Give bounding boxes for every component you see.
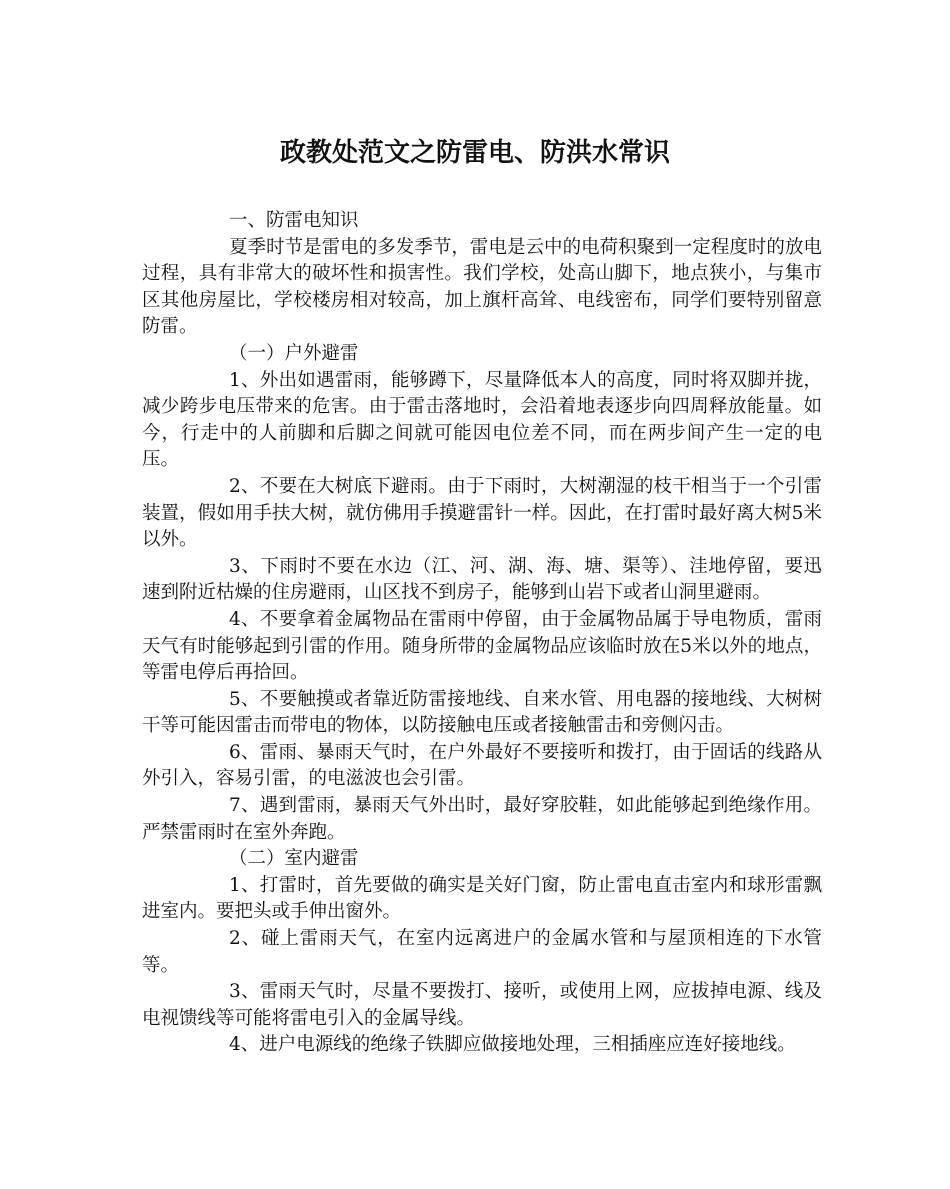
body-paragraph: 夏季时节是雷电的多发季节，雷电是云中的电荷积聚到一定程度时的放电过程，具有非常大的破坏性和损害性。我们学校，处高山脚下，地点狭小，与集市区其他房屋比，学校楼房相对较高，加上旗杆高耸、电线密布，同学们要特别留意防雷。 bbox=[142, 236, 822, 338]
body-paragraph: 1、外出如遇雷雨，能够蹲下，尽量降低本人的高度，同时将双脚并拢，减少跨步电压带来的危害。由于雷击落地时，会沿着地表逐步向四周释放能量。如今，行走中的人前脚和后脚之间就可能因电位差不同，而在两步间产生一定的电压。 bbox=[142, 369, 822, 471]
document-body bbox=[142, 208, 822, 1059]
body-paragraph: 3、雷雨天气时，尽量不要拨打、接听，或使用上网，应拔掉电源、线及电视馈线等可能将雷电引入的金属导线。 bbox=[142, 981, 822, 1029]
body-paragraph: 3、下雨时不要在水边（江、河、湖、海、塘、渠等）、洼地停留，要迅速到附近枯燥的住房避雨，山区找不到房子，能够到山岩下或者山洞里避雨。 bbox=[142, 555, 822, 604]
body-paragraph: 4、不要拿着金属物品在雷雨中停留，由于金属物品属于导电物质，雷雨天气有时能够起到引雷的作用。随身所带的金属物品应该临时放在5米以外的地点，等雷电停后再拾回。 bbox=[142, 608, 822, 684]
section-heading: 一、防雷电知识 bbox=[229, 210, 359, 231]
document-title: 政教处范文之防雷电、防洪水常识 bbox=[279, 138, 670, 168]
section-heading: （二）室内避雷 bbox=[229, 848, 359, 870]
body-paragraph: 6、雷雨、暴雨天气时，在户外最好不要接听和拨打，由于固话的线路从外引入，容易引雷，的电滋波也会引雷。 bbox=[142, 741, 822, 790]
body-paragraph: 2、碰上雷雨天气，在室内远离进户的金属水管和与屋顶相连的下水管等。 bbox=[142, 928, 822, 976]
body-paragraph: 5、不要触摸或者靠近防雷接地线、自来水管、用电器的接地线、大树树干等可能因雷击而带电的物体，以防接触电压或者接触雷击和旁侧闪击。 bbox=[142, 688, 822, 737]
body-paragraph: 7、遇到雷雨，暴雨天气外出时，最好穿胶鞋，如此能够起到绝缘作用。严禁雷雨时在室外奔跑。 bbox=[142, 795, 822, 843]
section-heading: （一）户外避雷 bbox=[229, 342, 359, 364]
body-paragraph: 4、进户电源线的绝缘子铁脚应做接地处理，三相插座应连好接地线。 bbox=[229, 1034, 796, 1056]
body-paragraph: 2、不要在大树底下避雨。由于下雨时，大树潮湿的枝干相当于一个引雷装置，假如用手扶大树，就仿佛用手摸避雷针一样。因此，在打雷时最好离大树5米以外。 bbox=[142, 475, 822, 551]
body-paragraph: 1、打雷时，首先要做的确实是关好门窗，防止雷电直击室内和球形雷飘进室内。要把头或手伸出窗外。 bbox=[142, 874, 822, 923]
